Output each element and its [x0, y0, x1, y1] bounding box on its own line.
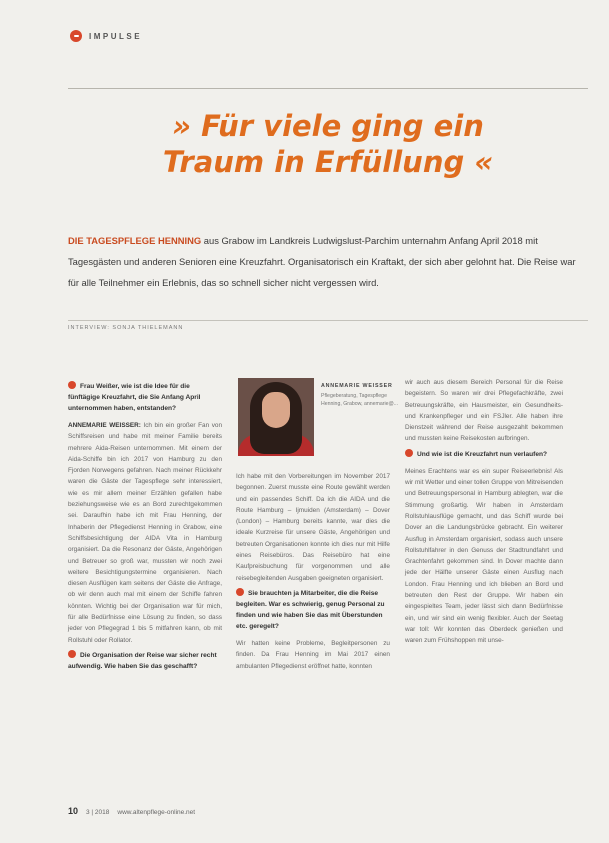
answer-3-continued: wir auch aus diesem Bereich Personal für die Reise begeistern. So waren wir drei Pflegefachkräfte, zwei Betreuungskräfte, ein Hausmeister, ein Gesundheits- und Krankenpfleger und ein FSJler. Alle haben ihre Dienstzeit während der Reise ausgezahlt bekommen und mussten keine Reisekosten aufbringen. — [405, 379, 563, 443]
headline-line-1: » Für viele ging ein — [172, 109, 484, 143]
question-bullet-icon — [68, 381, 76, 389]
portrait-name: ANNEMARIE WEISSER — [321, 383, 393, 389]
question-bullet-icon — [405, 449, 413, 457]
portrait-photo — [238, 378, 314, 456]
section-header — [70, 30, 142, 42]
intro-lead: DIE TAGESPFLEGE HENNING — [68, 235, 202, 246]
page-footer — [68, 806, 195, 816]
headline-line-2: Traum in Erfüllung « — [162, 145, 494, 179]
question-2: Die Organisation der Reise war sicher recht aufwendig. Wie haben Sie das geschafft? — [68, 651, 217, 670]
interview-credit: INTERVIEW: SONJA THIELEMANN — [68, 325, 184, 331]
issue-label: 3 | 2018 — [86, 809, 110, 816]
section-marker-icon — [70, 30, 82, 42]
section-label: IMPULSE — [89, 31, 143, 41]
answer-4: Meines Erachtens war es ein super Reiseerlebnis! Als wir mit Wetter und einer tollen Gruppe von Mitreisenden und Betreuungspersonal in Hamburg ablegten, war die Stimmung großartig. Wir haben in Amsterdam Rollstuhlausflüge gemacht, und das Schiff wurde bei Dover an die Landungsbrücke gebracht. Ein weiterer Ausflug in Amsterdam organisiert, sodass auch unsere Rollstuhlfahrer in den Genuss der Stadtrundfahrt und Grachtenfahrt gekommen sind. In Dover machte dann jede der Hälfte unserer Gäste einen Ausflug nach London. Frau Henning und ich blieben an Bord und betreuten den Rest der Gruppe. Wir haben ein eingespieltes Team, jeder lässt sich dann Bedürfnisse ein, und wir sind ein wenig flexibler. Auch der Seetag war toll: Wir konnten das Oberdeck genießen und waren zum Frühshoppen mit unse- — [405, 467, 563, 645]
intro-text: aus Grabow im Landkreis Ludwigslust-Parchim unternahm Anfang April 2018 mit Tagesgästen und anderen Senioren eine Kreuzfahrt. Organisatorisch ein Kraftakt, der sich aber gelohnt hat. Die Reise war für alle Teilnehmer ein Erlebnis, das so schnell sicher nicht vergessen wird. — [68, 235, 576, 288]
page-number: 10 — [68, 806, 79, 816]
column-1 — [68, 377, 222, 678]
portrait-caption — [321, 382, 399, 408]
question-1: Frau Weißer, wie ist die Idee für die fünftägige Kreuzfahrt, die Sie Anfang April unternommen haben, entstanden? — [68, 383, 201, 412]
answer-2: Ich habe mit den Vorbereitungen im November 2017 begonnen. Zuerst musste eine Route gewählt werden und ein passendes Schiff. Da ich die AIDA und die Route Hamburg – Ijmuiden (Amsterdam) – Dover (London) – Hamburg bereits kannte, war dies die ideale Kurzreise für unsere Gäste, Angehörigen und betreuten Organisationen konnte ich dies nur mit Hilfe eines Reisebüros. Das Reisebüro hat eine Kaufpreisbuchung für vorgenommen und alle reisebegleitenden Ausgaben geeigneten organisiert. — [236, 473, 390, 582]
portrait-role: Pflegeberatung, Tagespflege Henning, Grabow, annemarie@... — [321, 393, 399, 407]
question-bullet-icon — [236, 588, 244, 596]
column-3 — [405, 377, 563, 651]
answer-3: Wir hatten keine Probleme, Begleitpersonen zu finden. Da Frau Henning im Mai 2017 einen ambulanten Pflegedienst eröffnet hatte, konnten — [236, 639, 390, 670]
question-3: Sie brauchten ja Mitarbeiter, die die Reise begleiten. War es schwierig, genug Personal zu finden und wie haben Sie das mit Überstunden etc. geregelt? — [236, 589, 385, 630]
speaker-name: ANNEMARIE WEISSER: — [68, 422, 141, 429]
article-intro — [68, 230, 588, 293]
header-rule — [68, 88, 588, 89]
question-bullet-icon — [68, 650, 76, 658]
column-2 — [236, 471, 390, 676]
question-4: Und wie ist die Kreuzfahrt nun verlaufen? — [405, 449, 563, 460]
answer-1: ANNEMARIE WEISSER: Ich bin ein großer Fan von Schiffsreisen und habe mit meiner Familie bereits mehrere Aida-Reisen unternommen. Mit einem der Aida-Schiffe bin ich 2017 von Hamburg zu den Fjorden Norwegens gefahren. Nach meiner Rückkehr waren die Gäste der Tagespflege sehr interessiert, wie es mir allem meiner Erzählen gefallen habe beziehungsweise wie es an Bord zurechtgekommen sei. Daraufhin habe ich mit Frau Henning, der Inhaberin der Pflegedienst Henning in Grabow, eine Schiffsbesichtigung der AIDA Vita in Hamburg organisiert. Da die Resonanz der Gäste, Angehörigen und Betreuer so groß war, mussten wir noch zwei weitere Besichtigungstermine organisieren. Nach diesen Ausflügen kam seitens der Gäste die Anfrage, ob wir denn auch mal mit einem der Schiffe fahren könnten. Wichtig bei der Organisation war für mich, für alle Bedürfnisse eine Lösung zu finden, so dass jeder von Pflegegrad 1 bis 5 mitfahren kann, ob mit Rollstuhl oder Rollator. — [68, 422, 223, 644]
footer-url: www.altenpflege-online.net — [117, 809, 196, 816]
article-headline — [68, 108, 588, 180]
intro-rule — [68, 320, 588, 321]
